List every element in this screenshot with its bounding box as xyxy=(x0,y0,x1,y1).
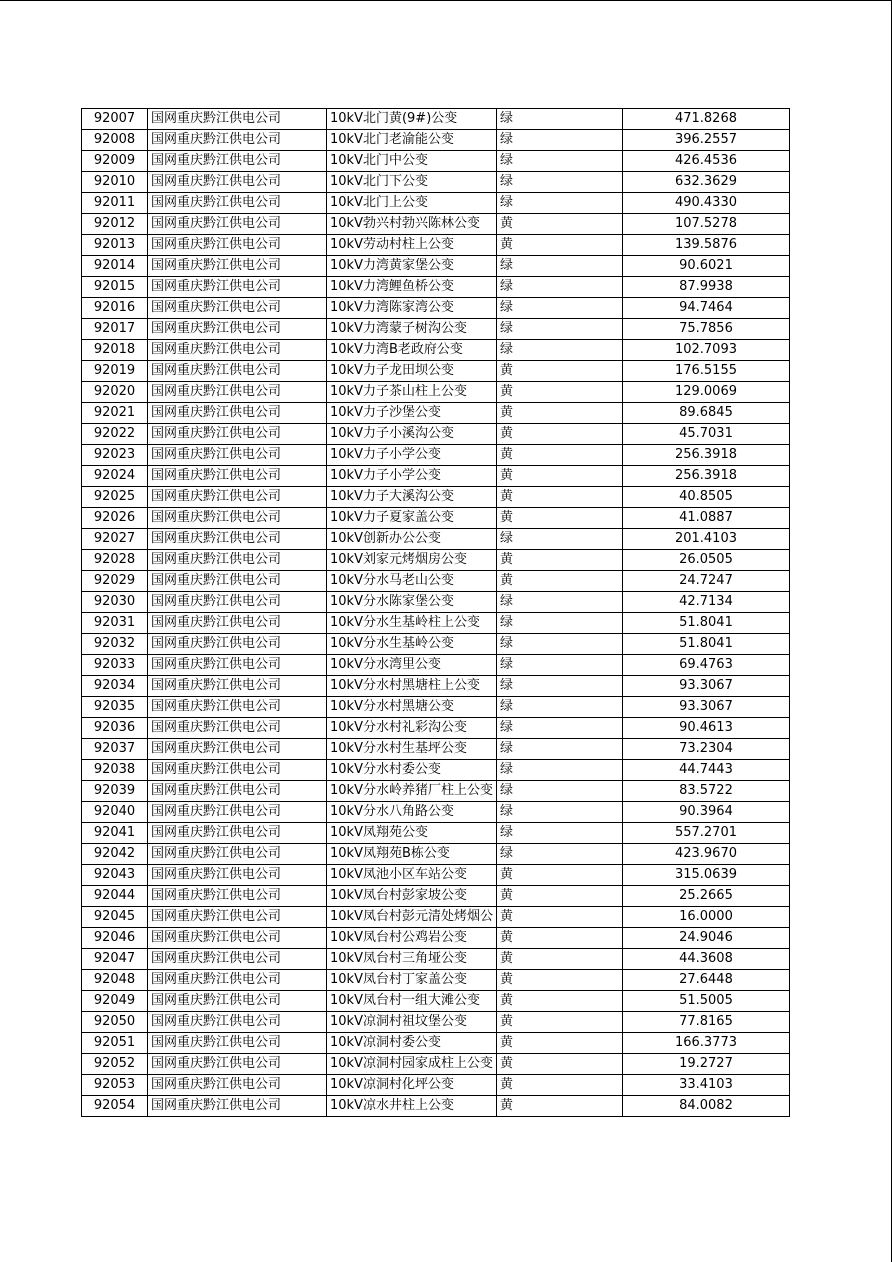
company-cell: 国网重庆黔江供电公司 xyxy=(148,466,327,487)
status-level-cell: 绿 xyxy=(496,277,622,298)
status-level-cell: 黄 xyxy=(496,445,622,466)
table-row xyxy=(82,991,790,1012)
table-row xyxy=(82,340,790,361)
status-level-cell: 绿 xyxy=(496,823,622,844)
value-cell: 83.5722 xyxy=(622,781,789,802)
row-id-cell: 92034 xyxy=(82,676,148,697)
row-id-cell: 92030 xyxy=(82,592,148,613)
station-name-cell: 10kV刘家元烤烟房公变 xyxy=(327,550,497,571)
value-cell: 45.7031 xyxy=(622,424,789,445)
station-name-cell: 10kV力湾黄家堡公变 xyxy=(327,256,497,277)
value-cell: 176.5155 xyxy=(622,361,789,382)
company-cell: 国网重庆黔江供电公司 xyxy=(148,319,327,340)
value-cell: 90.3964 xyxy=(622,802,789,823)
station-name-cell: 10kV凉洞村化坪公变 xyxy=(327,1075,497,1096)
table-row xyxy=(82,256,790,277)
row-id-cell: 92029 xyxy=(82,571,148,592)
company-cell: 国网重庆黔江供电公司 xyxy=(148,907,327,928)
row-id-cell: 92024 xyxy=(82,466,148,487)
row-id-cell: 92039 xyxy=(82,781,148,802)
status-level-cell: 绿 xyxy=(496,172,622,193)
status-level-cell: 绿 xyxy=(496,193,622,214)
status-level-cell: 绿 xyxy=(496,130,622,151)
row-id-cell: 92012 xyxy=(82,214,148,235)
status-level-cell: 黄 xyxy=(496,907,622,928)
value-cell: 84.0082 xyxy=(622,1096,789,1117)
status-level-cell: 绿 xyxy=(496,676,622,697)
status-level-cell: 黄 xyxy=(496,865,622,886)
station-name-cell: 10kV分水村委公变 xyxy=(327,760,497,781)
station-name-cell: 10kV力子沙堡公变 xyxy=(327,403,497,424)
table-row xyxy=(82,886,790,907)
table-row xyxy=(82,949,790,970)
row-id-cell: 92037 xyxy=(82,739,148,760)
row-id-cell: 92041 xyxy=(82,823,148,844)
station-name-cell: 10kV勃兴村勃兴陈林公变 xyxy=(327,214,497,235)
value-cell: 24.9046 xyxy=(622,928,789,949)
status-level-cell: 黄 xyxy=(496,1054,622,1075)
status-level-cell: 绿 xyxy=(496,256,622,277)
value-cell: 93.3067 xyxy=(622,676,789,697)
status-level-cell: 绿 xyxy=(496,529,622,550)
value-cell: 166.3773 xyxy=(622,1033,789,1054)
table-row xyxy=(82,403,790,424)
station-name-cell: 10kV凉洞村园家成柱上公变 xyxy=(327,1054,497,1075)
table-row xyxy=(82,634,790,655)
row-id-cell: 92047 xyxy=(82,949,148,970)
status-level-cell: 绿 xyxy=(496,718,622,739)
table-row xyxy=(82,571,790,592)
station-name-cell: 10kV力湾蒙子树沟公变 xyxy=(327,319,497,340)
value-cell: 16.0000 xyxy=(622,907,789,928)
company-cell: 国网重庆黔江供电公司 xyxy=(148,844,327,865)
value-cell: 19.2727 xyxy=(622,1054,789,1075)
status-level-cell: 黄 xyxy=(496,1075,622,1096)
station-name-cell: 10kV力子龙田坝公变 xyxy=(327,361,497,382)
value-cell: 201.4103 xyxy=(622,529,789,550)
value-cell: 33.4103 xyxy=(622,1075,789,1096)
row-id-cell: 92050 xyxy=(82,1012,148,1033)
station-name-cell: 10kV凉水井柱上公变 xyxy=(327,1096,497,1117)
value-cell: 90.4613 xyxy=(622,718,789,739)
status-level-cell: 绿 xyxy=(496,655,622,676)
table-row xyxy=(82,550,790,571)
station-name-cell: 10kV分水村黑塘柱上公变 xyxy=(327,676,497,697)
status-level-cell: 黄 xyxy=(496,991,622,1012)
company-cell: 国网重庆黔江供电公司 xyxy=(148,277,327,298)
value-cell: 25.2665 xyxy=(622,886,789,907)
station-name-cell: 10kV北门下公变 xyxy=(327,172,497,193)
station-name-cell: 10kV凤台村一组大滩公变 xyxy=(327,991,497,1012)
station-name-cell: 10kV凤台村彭元清处烤烟公 xyxy=(327,907,497,928)
company-cell: 国网重庆黔江供电公司 xyxy=(148,109,327,130)
status-level-cell: 黄 xyxy=(496,1096,622,1117)
row-id-cell: 92013 xyxy=(82,235,148,256)
status-level-cell: 绿 xyxy=(496,319,622,340)
row-id-cell: 92031 xyxy=(82,613,148,634)
value-cell: 42.7134 xyxy=(622,592,789,613)
row-id-cell: 92020 xyxy=(82,382,148,403)
value-cell: 75.7856 xyxy=(622,319,789,340)
row-id-cell: 92051 xyxy=(82,1033,148,1054)
row-id-cell: 92016 xyxy=(82,298,148,319)
company-cell: 国网重庆黔江供电公司 xyxy=(148,613,327,634)
table-row xyxy=(82,172,790,193)
row-id-cell: 92038 xyxy=(82,760,148,781)
station-name-cell: 10kV北门中公变 xyxy=(327,151,497,172)
value-cell: 557.2701 xyxy=(622,823,789,844)
station-name-cell: 10kV凉洞村祖坟堡公变 xyxy=(327,1012,497,1033)
row-id-cell: 92046 xyxy=(82,928,148,949)
company-cell: 国网重庆黔江供电公司 xyxy=(148,928,327,949)
value-cell: 89.6845 xyxy=(622,403,789,424)
company-cell: 国网重庆黔江供电公司 xyxy=(148,550,327,571)
value-cell: 51.5005 xyxy=(622,991,789,1012)
table-row xyxy=(82,508,790,529)
table-row xyxy=(82,193,790,214)
status-level-cell: 黄 xyxy=(496,970,622,991)
status-level-cell: 黄 xyxy=(496,886,622,907)
value-cell: 102.7093 xyxy=(622,340,789,361)
station-name-cell: 10kV力子小溪沟公变 xyxy=(327,424,497,445)
row-id-cell: 92032 xyxy=(82,634,148,655)
value-cell: 315.0639 xyxy=(622,865,789,886)
station-name-cell: 10kV力子大溪沟公变 xyxy=(327,487,497,508)
station-name-cell: 10kV分水马老山公变 xyxy=(327,571,497,592)
company-cell: 国网重庆黔江供电公司 xyxy=(148,718,327,739)
company-cell: 国网重庆黔江供电公司 xyxy=(148,382,327,403)
table-row xyxy=(82,130,790,151)
status-level-cell: 黄 xyxy=(496,214,622,235)
row-id-cell: 92018 xyxy=(82,340,148,361)
row-id-cell: 92036 xyxy=(82,718,148,739)
table-row xyxy=(82,928,790,949)
status-level-cell: 绿 xyxy=(496,634,622,655)
value-cell: 77.8165 xyxy=(622,1012,789,1033)
company-cell: 国网重庆黔江供电公司 xyxy=(148,739,327,760)
row-id-cell: 92019 xyxy=(82,361,148,382)
row-id-cell: 92053 xyxy=(82,1075,148,1096)
status-level-cell: 黄 xyxy=(496,424,622,445)
company-cell: 国网重庆黔江供电公司 xyxy=(148,1096,327,1117)
row-id-cell: 92011 xyxy=(82,193,148,214)
table-row xyxy=(82,802,790,823)
row-id-cell: 92045 xyxy=(82,907,148,928)
table-row xyxy=(82,466,790,487)
table-row xyxy=(82,1054,790,1075)
status-level-cell: 黄 xyxy=(496,949,622,970)
row-id-cell: 92021 xyxy=(82,403,148,424)
table-row xyxy=(82,319,790,340)
table-row xyxy=(82,1033,790,1054)
station-name-cell: 10kV分水生基岭公变 xyxy=(327,634,497,655)
row-id-cell: 92022 xyxy=(82,424,148,445)
company-cell: 国网重庆黔江供电公司 xyxy=(148,487,327,508)
status-level-cell: 绿 xyxy=(496,781,622,802)
status-level-cell: 绿 xyxy=(496,340,622,361)
table-row xyxy=(82,760,790,781)
station-name-cell: 10kV北门黄(9#)公变 xyxy=(327,109,497,130)
company-cell: 国网重庆黔江供电公司 xyxy=(148,823,327,844)
row-id-cell: 92035 xyxy=(82,697,148,718)
table-row xyxy=(82,109,790,130)
table-row xyxy=(82,1096,790,1117)
status-level-cell: 黄 xyxy=(496,508,622,529)
row-id-cell: 92023 xyxy=(82,445,148,466)
station-name-cell: 10kV凤翔苑B栋公变 xyxy=(327,844,497,865)
row-id-cell: 92025 xyxy=(82,487,148,508)
value-cell: 490.4330 xyxy=(622,193,789,214)
table-row xyxy=(82,907,790,928)
station-name-cell: 10kV北门老渝能公变 xyxy=(327,130,497,151)
row-id-cell: 92015 xyxy=(82,277,148,298)
status-level-cell: 绿 xyxy=(496,613,622,634)
row-id-cell: 92008 xyxy=(82,130,148,151)
row-id-cell: 92042 xyxy=(82,844,148,865)
table-row xyxy=(82,235,790,256)
company-cell: 国网重庆黔江供电公司 xyxy=(148,949,327,970)
company-cell: 国网重庆黔江供电公司 xyxy=(148,529,327,550)
company-cell: 国网重庆黔江供电公司 xyxy=(148,886,327,907)
station-name-cell: 10kV力子夏家盖公变 xyxy=(327,508,497,529)
table-row xyxy=(82,361,790,382)
value-cell: 471.8268 xyxy=(622,109,789,130)
company-cell: 国网重庆黔江供电公司 xyxy=(148,445,327,466)
company-cell: 国网重庆黔江供电公司 xyxy=(148,634,327,655)
value-cell: 73.2304 xyxy=(622,739,789,760)
table-row xyxy=(82,781,790,802)
table-row xyxy=(82,277,790,298)
table-row xyxy=(82,1075,790,1096)
station-name-cell: 10kV分水湾里公变 xyxy=(327,655,497,676)
company-cell: 国网重庆黔江供电公司 xyxy=(148,697,327,718)
station-name-cell: 10kV凉洞村委公变 xyxy=(327,1033,497,1054)
status-level-cell: 绿 xyxy=(496,760,622,781)
status-level-cell: 绿 xyxy=(496,592,622,613)
row-id-cell: 92007 xyxy=(82,109,148,130)
station-name-cell: 10kV分水村礼彩沟公变 xyxy=(327,718,497,739)
row-id-cell: 92052 xyxy=(82,1054,148,1075)
station-name-cell: 10kV力子小学公变 xyxy=(327,466,497,487)
table-row xyxy=(82,214,790,235)
station-name-cell: 10kV力湾B老政府公变 xyxy=(327,340,497,361)
table-row xyxy=(82,382,790,403)
station-name-cell: 10kV凤池小区车站公变 xyxy=(327,865,497,886)
value-cell: 41.0887 xyxy=(622,508,789,529)
value-cell: 51.8041 xyxy=(622,634,789,655)
company-cell: 国网重庆黔江供电公司 xyxy=(148,508,327,529)
station-name-cell: 10kV力湾鲤鱼桥公变 xyxy=(327,277,497,298)
company-cell: 国网重庆黔江供电公司 xyxy=(148,655,327,676)
status-level-cell: 绿 xyxy=(496,151,622,172)
value-cell: 94.7464 xyxy=(622,298,789,319)
company-cell: 国网重庆黔江供电公司 xyxy=(148,802,327,823)
row-id-cell: 92044 xyxy=(82,886,148,907)
table-row xyxy=(82,697,790,718)
table-row xyxy=(82,844,790,865)
station-name-cell: 10kV凤台村丁家盖公变 xyxy=(327,970,497,991)
value-cell: 256.3918 xyxy=(622,445,789,466)
table-row xyxy=(82,655,790,676)
table-row xyxy=(82,529,790,550)
station-name-cell: 10kV劳动村柱上公变 xyxy=(327,235,497,256)
status-level-cell: 黄 xyxy=(496,550,622,571)
value-cell: 51.8041 xyxy=(622,613,789,634)
value-cell: 107.5278 xyxy=(622,214,789,235)
value-cell: 396.2557 xyxy=(622,130,789,151)
status-level-cell: 黄 xyxy=(496,928,622,949)
row-id-cell: 92014 xyxy=(82,256,148,277)
company-cell: 国网重庆黔江供电公司 xyxy=(148,1033,327,1054)
station-name-cell: 10kV北门上公变 xyxy=(327,193,497,214)
row-id-cell: 92010 xyxy=(82,172,148,193)
station-name-cell: 10kV凤翔苑公变 xyxy=(327,823,497,844)
data-table xyxy=(81,108,790,1117)
company-cell: 国网重庆黔江供电公司 xyxy=(148,172,327,193)
company-cell: 国网重庆黔江供电公司 xyxy=(148,340,327,361)
value-cell: 44.3608 xyxy=(622,949,789,970)
company-cell: 国网重庆黔江供电公司 xyxy=(148,1012,327,1033)
status-level-cell: 黄 xyxy=(496,403,622,424)
row-id-cell: 92033 xyxy=(82,655,148,676)
status-level-cell: 绿 xyxy=(496,844,622,865)
station-name-cell: 10kV创新办公公变 xyxy=(327,529,497,550)
status-level-cell: 黄 xyxy=(496,1012,622,1033)
company-cell: 国网重庆黔江供电公司 xyxy=(148,403,327,424)
station-name-cell: 10kV力子茶山柱上公变 xyxy=(327,382,497,403)
company-cell: 国网重庆黔江供电公司 xyxy=(148,1075,327,1096)
table-row xyxy=(82,151,790,172)
row-id-cell: 92054 xyxy=(82,1096,148,1117)
value-cell: 632.3629 xyxy=(622,172,789,193)
company-cell: 国网重庆黔江供电公司 xyxy=(148,256,327,277)
page-top-border xyxy=(0,0,892,1)
table-row xyxy=(82,718,790,739)
status-level-cell: 黄 xyxy=(496,382,622,403)
status-level-cell: 黄 xyxy=(496,571,622,592)
table-row xyxy=(82,739,790,760)
company-cell: 国网重庆黔江供电公司 xyxy=(148,424,327,445)
value-cell: 426.4536 xyxy=(622,151,789,172)
row-id-cell: 92040 xyxy=(82,802,148,823)
table-row xyxy=(82,865,790,886)
station-name-cell: 10kV分水八角路公变 xyxy=(327,802,497,823)
status-level-cell: 黄 xyxy=(496,487,622,508)
company-cell: 国网重庆黔江供电公司 xyxy=(148,676,327,697)
company-cell: 国网重庆黔江供电公司 xyxy=(148,592,327,613)
company-cell: 国网重庆黔江供电公司 xyxy=(148,361,327,382)
company-cell: 国网重庆黔江供电公司 xyxy=(148,235,327,256)
table-row xyxy=(82,613,790,634)
company-cell: 国网重庆黔江供电公司 xyxy=(148,214,327,235)
station-name-cell: 10kV分水生基岭柱上公变 xyxy=(327,613,497,634)
company-cell: 国网重庆黔江供电公司 xyxy=(148,298,327,319)
table-row xyxy=(82,592,790,613)
row-id-cell: 92027 xyxy=(82,529,148,550)
value-cell: 139.5876 xyxy=(622,235,789,256)
station-name-cell: 10kV分水村生基坪公变 xyxy=(327,739,497,760)
table-row xyxy=(82,487,790,508)
table-row xyxy=(82,424,790,445)
table-row xyxy=(82,1012,790,1033)
station-name-cell: 10kV分水岭养猪厂柱上公变 xyxy=(327,781,497,802)
value-cell: 93.3067 xyxy=(622,697,789,718)
company-cell: 国网重庆黔江供电公司 xyxy=(148,991,327,1012)
value-cell: 24.7247 xyxy=(622,571,789,592)
company-cell: 国网重庆黔江供电公司 xyxy=(148,193,327,214)
company-cell: 国网重庆黔江供电公司 xyxy=(148,781,327,802)
table-body xyxy=(82,109,790,1117)
status-level-cell: 绿 xyxy=(496,739,622,760)
status-level-cell: 绿 xyxy=(496,298,622,319)
status-level-cell: 绿 xyxy=(496,697,622,718)
table-row xyxy=(82,823,790,844)
company-cell: 国网重庆黔江供电公司 xyxy=(148,865,327,886)
row-id-cell: 92026 xyxy=(82,508,148,529)
station-name-cell: 10kV力子小学公变 xyxy=(327,445,497,466)
value-cell: 90.6021 xyxy=(622,256,789,277)
station-name-cell: 10kV凤台村公鸡岩公变 xyxy=(327,928,497,949)
value-cell: 27.6448 xyxy=(622,970,789,991)
row-id-cell: 92049 xyxy=(82,991,148,1012)
value-cell: 129.0069 xyxy=(622,382,789,403)
company-cell: 国网重庆黔江供电公司 xyxy=(148,1054,327,1075)
station-name-cell: 10kV凤台村三角垭公变 xyxy=(327,949,497,970)
station-name-cell: 10kV分水陈家堡公变 xyxy=(327,592,497,613)
status-level-cell: 绿 xyxy=(496,802,622,823)
value-cell: 44.7443 xyxy=(622,760,789,781)
status-level-cell: 黄 xyxy=(496,235,622,256)
status-level-cell: 黄 xyxy=(496,1033,622,1054)
station-name-cell: 10kV凤台村彭家坡公变 xyxy=(327,886,497,907)
value-cell: 87.9938 xyxy=(622,277,789,298)
status-level-cell: 绿 xyxy=(496,109,622,130)
row-id-cell: 92009 xyxy=(82,151,148,172)
status-level-cell: 黄 xyxy=(496,361,622,382)
row-id-cell: 92017 xyxy=(82,319,148,340)
value-cell: 69.4763 xyxy=(622,655,789,676)
value-cell: 256.3918 xyxy=(622,466,789,487)
row-id-cell: 92028 xyxy=(82,550,148,571)
value-cell: 40.8505 xyxy=(622,487,789,508)
company-cell: 国网重庆黔江供电公司 xyxy=(148,571,327,592)
company-cell: 国网重庆黔江供电公司 xyxy=(148,151,327,172)
company-cell: 国网重庆黔江供电公司 xyxy=(148,130,327,151)
row-id-cell: 92043 xyxy=(82,865,148,886)
table-row xyxy=(82,676,790,697)
table-row xyxy=(82,298,790,319)
row-id-cell: 92048 xyxy=(82,970,148,991)
table-row xyxy=(82,445,790,466)
company-cell: 国网重庆黔江供电公司 xyxy=(148,760,327,781)
station-name-cell: 10kV力湾陈家湾公变 xyxy=(327,298,497,319)
value-cell: 26.0505 xyxy=(622,550,789,571)
table-row xyxy=(82,970,790,991)
station-name-cell: 10kV分水村黑塘公变 xyxy=(327,697,497,718)
value-cell: 423.9670 xyxy=(622,844,789,865)
company-cell: 国网重庆黔江供电公司 xyxy=(148,970,327,991)
status-level-cell: 黄 xyxy=(496,466,622,487)
